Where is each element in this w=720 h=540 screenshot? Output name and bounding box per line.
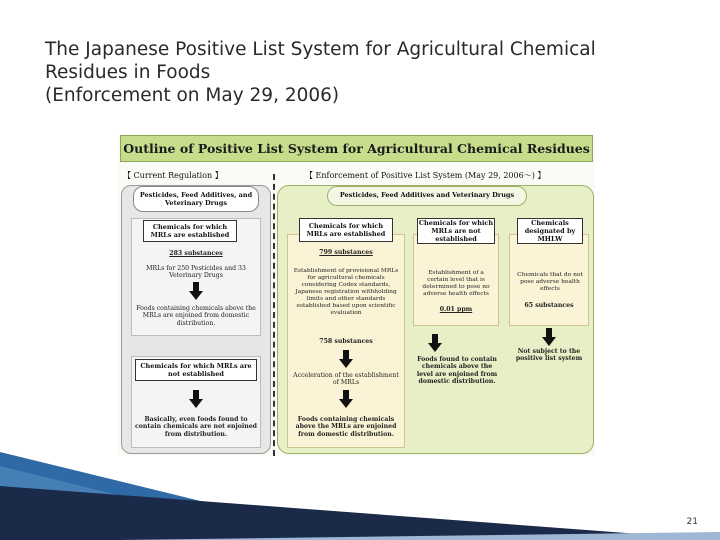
title-line-2: Residues in Foods <box>45 62 211 83</box>
col2-not-established-box: Chemicals for which MRLs are not established <box>418 219 494 243</box>
current-regulation-header: 【 Current Regulation 】 <box>123 171 223 180</box>
col3-note-text: Chemicals that do not pose adverse health effects <box>517 272 583 292</box>
col3-result-text: Not subject to the positive list system <box>515 348 583 363</box>
page-number: 21 <box>686 517 698 527</box>
col1-count: 799 substances <box>319 249 373 256</box>
col1-down-arrow-2 <box>339 390 353 408</box>
left-caption: Pesticides, Feed Additives, and Veterinary Drugs <box>133 186 259 212</box>
left-mrl-note: MRLs for 250 Pesticides and 33 Veterinary Drugs <box>146 265 246 280</box>
col1-acceleration-text: Acceleration of the establishment of MRLs <box>293 372 399 387</box>
title-line-1: The Japanese Positive List System for Agricultural Chemical <box>45 39 596 60</box>
col3-down-arrow <box>542 328 556 346</box>
slide-title <box>45 38 705 107</box>
left-enjoined-note: Foods containing chemicals above the MRLs are enjoined from domestic distribution. <box>136 305 256 327</box>
col3-designated-box: Chemicals designated by MHLW <box>517 218 583 244</box>
left-count: 283 substances <box>169 250 223 257</box>
title-line-3: (Enforcement on May 29, 2006) <box>45 85 340 106</box>
col1-down-arrow-1 <box>339 350 353 368</box>
col2-result-text: Foods found to contain chemicals above the level are enjoined from domestic distribution. <box>416 356 498 386</box>
left-not-established-box: Chemicals for which MRLs are not established <box>135 359 257 381</box>
col3-count: 65 substances <box>524 302 574 309</box>
left-established-box: Chemicals for which MRLs are established <box>143 220 237 242</box>
footer-decoration <box>0 452 720 540</box>
left-basically-note: Basically, even foods found to contain chemicals are not enjoined from distribution. <box>134 416 258 438</box>
divider-line <box>273 174 275 456</box>
footer-dark-swoosh <box>0 486 720 540</box>
col1-established-box: Chemicals for which MRLs are established <box>299 218 393 242</box>
col2-ppm: 0.01 ppm <box>439 306 473 313</box>
left-down-arrow-2 <box>189 390 203 408</box>
col1-provisional-text: Establishment of provisional MRLs for agricultural chemicals considering Codex standards, Japanese registration withholding limits and other standards established based upon scientific evaluation <box>293 268 399 316</box>
diagram-title: Outline of Positive List System for Agricultural Chemical Residues <box>120 135 593 162</box>
positive-list-diagram <box>117 134 595 456</box>
col2-level-text: Establishment of a certain level that is determined to pose no adverse health effects <box>422 270 490 297</box>
left-down-arrow-1 <box>189 282 203 300</box>
enforcement-header: 【 Enforcement of Positive List System (May 29, 2006～) 】 <box>305 171 546 180</box>
col1-enjoined-text: Foods containing chemicals above the MRLs are enjoined from domestic distribution. <box>295 416 397 438</box>
col1-count-2: 758 substances <box>319 338 373 345</box>
col2-down-arrow <box>428 334 442 352</box>
right-caption: Pesticides, Feed Additives and Veterinary Drugs <box>327 186 527 206</box>
